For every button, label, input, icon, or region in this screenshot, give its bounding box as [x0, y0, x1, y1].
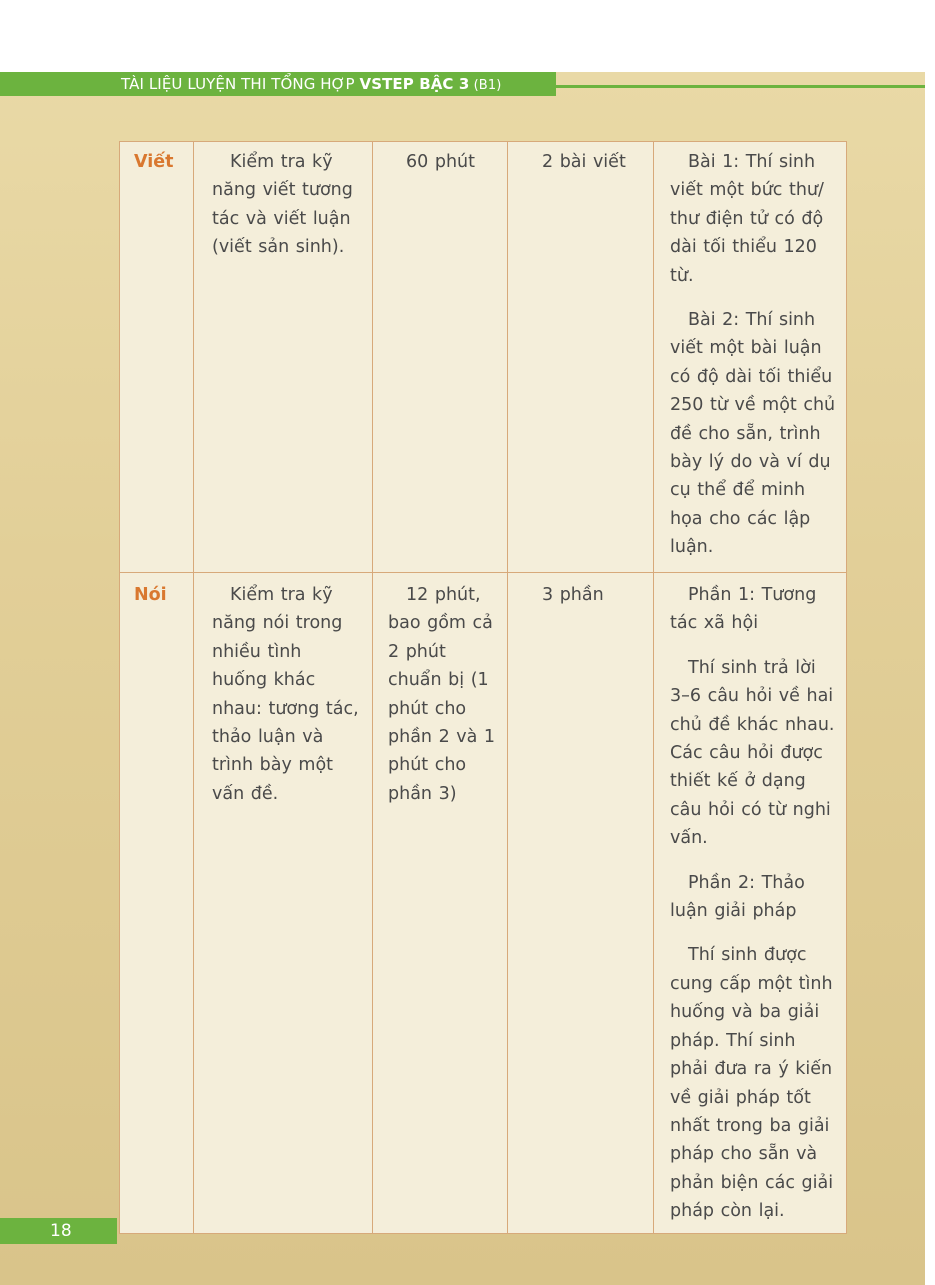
task-detail-paragraph: Phần 1: Tương tác xã hội	[670, 585, 817, 634]
duration-speaking	[388, 581, 500, 808]
table-border-left	[119, 141, 120, 1234]
skill-label-writing: Viết	[134, 152, 174, 172]
table-border-bottom	[119, 1233, 847, 1234]
duration-text: 60 phút	[406, 152, 475, 172]
task-count-writing	[524, 148, 648, 176]
header-title-bold: VSTEP BẬC 3	[359, 75, 470, 93]
table-border-right	[846, 141, 847, 1234]
table-row-divider	[119, 572, 847, 573]
table-column-divider	[507, 141, 508, 1234]
page-edge	[925, 72, 935, 1285]
task-details-speaking	[670, 581, 838, 1226]
page-number: 18	[0, 1218, 117, 1244]
table-border-top	[119, 141, 847, 142]
task-detail-paragraph: Thí sinh trả lời 3–6 câu hỏi về hai chủ đề khác nhau. Các câu hỏi được thiết kế ở dạng câu hỏi có từ nghi vấn.	[670, 657, 835, 849]
duration-writing	[388, 148, 500, 176]
task-count-text: 3 phần	[542, 585, 604, 605]
table-column-divider	[372, 141, 373, 1234]
task-details-writing	[670, 148, 838, 562]
description-text: Kiểm tra kỹ năng viết tương tác và viết luận (viết sản sinh).	[212, 152, 353, 258]
header-title-prefix: TÀI LIỆU LUYỆN THI TỔNG HỢP	[121, 75, 360, 93]
task-detail-paragraph: Bài 1: Thí sinh viết một bức thư/ thư điện tử có độ dài tối thiểu 120 từ.	[670, 152, 824, 286]
task-count-speaking	[524, 581, 648, 609]
task-detail-paragraph: Thí sinh được cung cấp một tình huống và ba giải pháp. Thí sinh phải đưa ra ý kiến về giải pháp tốt nhất trong ba giải pháp cho sẵn và phản biện các giải pháp còn lại.	[670, 945, 834, 1222]
header-divider	[556, 85, 925, 88]
task-detail-paragraph: Phần 2: Thảo luận giải pháp	[670, 872, 805, 922]
page-header	[0, 72, 556, 96]
header-title-suffix: (B1)	[469, 78, 502, 93]
duration-text: 12 phút, bao gồm cả 2 phút chuẩn bị (1 phút cho phần 2 và 1 phút cho phần 3)	[388, 585, 496, 804]
task-detail-paragraph: Bài 2: Thí sinh viết một bài luận có độ dài tối thiểu 250 từ về một chủ đề cho sẵn, trình bày lý do và ví dụ cụ thể để minh họa cho các lập luận.	[670, 310, 836, 558]
table-column-divider	[653, 141, 654, 1234]
table-column-divider	[193, 141, 194, 1234]
skill-description-writing	[212, 148, 360, 262]
task-count-text: 2 bài viết	[542, 152, 626, 172]
skill-description-speaking	[212, 581, 360, 808]
description-text: Kiểm tra kỹ năng nói trong nhiều tình huống khác nhau: tương tác, thảo luận và trình bày một vấn đề.	[212, 585, 359, 804]
skill-label-speaking: Nói	[134, 585, 167, 605]
